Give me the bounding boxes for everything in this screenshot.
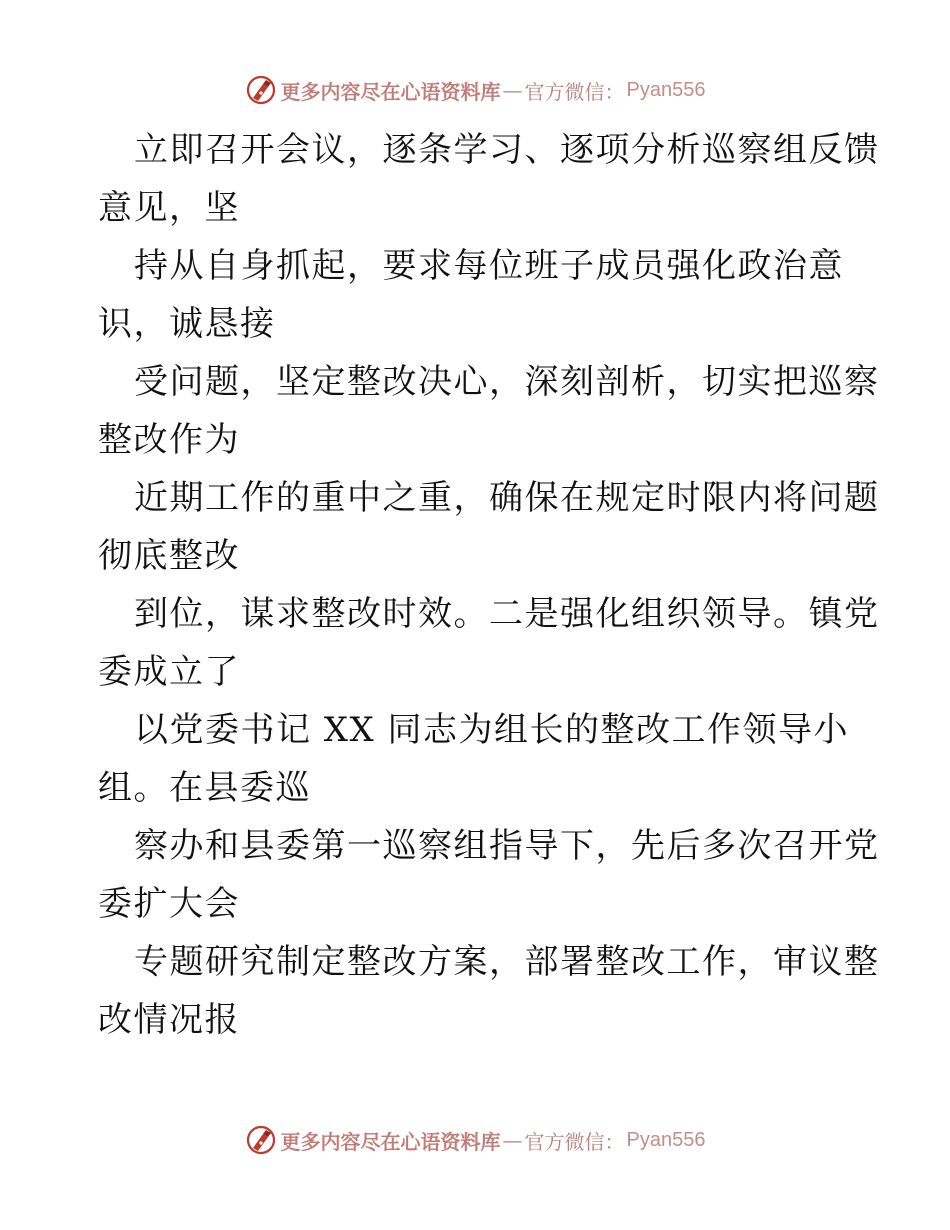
paragraph-line-second: 彻底整改	[98, 536, 240, 576]
banner-dash: —	[502, 1128, 523, 1152]
paragraph-line-second: 改情况报	[98, 1000, 240, 1040]
banner-wechat-label: 官方微信：	[524, 1129, 625, 1154]
paragraph	[98, 817, 880, 933]
body-text	[98, 121, 880, 1049]
banner-brand-text: 更多内容尽在心语资料库	[280, 1129, 501, 1154]
header-banner	[0, 70, 950, 110]
paragraph-line-second: 委扩大会	[98, 884, 240, 924]
paragraph	[98, 121, 880, 237]
paragraph-line-first: 察办和县委第一巡察组指导下，先后多次召开党	[134, 826, 880, 866]
paragraph	[98, 237, 858, 353]
paragraph-line-second: 组。在县委巡	[98, 768, 311, 808]
paragraph	[98, 585, 880, 701]
paragraph-line-first: 受问题，坚定整改决心，深刻剖析，切实把巡察	[134, 362, 880, 402]
banner-wechat-label: 官方微信：	[524, 79, 625, 104]
paragraph-line-second: 意见，坚	[98, 188, 240, 228]
paragraph-line-first: 以党委书记 XX 同志为组长的整改工作领导小	[134, 710, 850, 750]
banner-account: Pyan556	[626, 1128, 706, 1151]
paragraph-line-first: 近期工作的重中之重，确保在规定时限内将问题	[134, 478, 880, 518]
paragraph	[98, 353, 880, 469]
banner-dash: —	[502, 78, 523, 102]
paragraph-line-second: 整改作为	[98, 420, 240, 460]
banner-account: Pyan556	[626, 78, 706, 101]
pen-nib-logo-icon	[245, 74, 277, 106]
paragraph-line-first: 持从自身抓起，要求每位班子成员强化政治意	[134, 246, 844, 286]
paragraph-line-first: 立即召开会议，逐条学习、逐项分析巡察组反馈	[134, 130, 880, 170]
footer-banner	[0, 1120, 950, 1160]
paragraph-line-first: 到位，谋求整改时效。二是强化组织领导。镇党	[134, 594, 880, 634]
banner-brand-text: 更多内容尽在心语资料库	[280, 79, 501, 104]
paragraph-line-second: 识，诚恳接	[98, 304, 276, 344]
paragraph-line-second: 委成立了	[98, 652, 240, 692]
paragraph	[98, 701, 858, 817]
paragraph-line-first: 专题研究制定整改方案，部署整改工作，审议整	[134, 942, 880, 982]
pen-nib-logo-icon	[245, 1124, 277, 1156]
paragraph	[98, 469, 880, 585]
paragraph	[98, 933, 880, 1049]
